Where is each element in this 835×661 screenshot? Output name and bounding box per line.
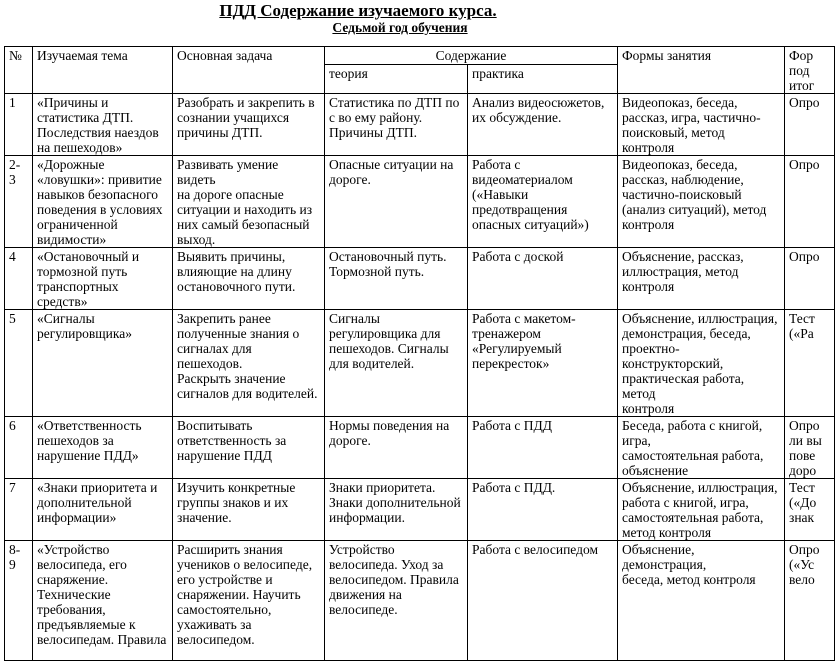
table-row (5, 310, 835, 417)
cell-num: 7 (5, 479, 33, 541)
cell-topic: «Причины и статистика ДТП. Последствия наездов на пешеходов» (33, 94, 173, 156)
cell-theory: Знаки приоритета. Знаки дополнительной информации. (325, 479, 468, 541)
header-control: Фор под итог (785, 47, 835, 94)
cell-theory: Опасные ситуации на дороге. (325, 156, 468, 248)
cell-num: 6 (5, 417, 33, 479)
cell-control: Опро («Ус вело (785, 541, 835, 661)
cell-practice: Анализ видеосюжетов, их обсуждение. (468, 94, 618, 156)
header-num: № (5, 47, 33, 94)
cell-practice: Работа с видеоматериалом («Навыки предотвращения опасных ситуаций») (468, 156, 618, 248)
cell-control: Опро (785, 94, 835, 156)
header-theory: теория (325, 64, 468, 93)
cell-forms: Видеопоказ, беседа, рассказ, наблюдение, частично-поисковый (анализ ситуаций), метод контроля (618, 156, 785, 248)
cell-control: Опро (785, 156, 835, 248)
header-task: Основная задача (173, 47, 325, 94)
cell-topic: «Устройство велосипеда, его снаряжение. Технические требования, предъявляемые к велосипедам. Правила (33, 541, 173, 661)
cell-num: 2- 3 (5, 156, 33, 248)
page-title: ПДД Содержание изучаемого курса. (219, 1, 497, 20)
cell-task: Выявить причины, влияющие на длину остановочного пути. (173, 248, 325, 310)
header-practice: практика (468, 64, 618, 93)
cell-theory: Нормы поведения на дороге. (325, 417, 468, 479)
cell-control: Опро ли вы пове доро (785, 417, 835, 479)
table-row (5, 479, 835, 541)
table-row (5, 156, 835, 248)
cell-practice: Работа с велосипедом (468, 541, 618, 661)
cell-practice: Работа с макетом- тренажером «Регулируемый перекресток» (468, 310, 618, 417)
cell-practice: Работа с доской (468, 248, 618, 310)
cell-task: Развивать умение видеть на дороге опасные ситуации и находить из них самый безопасный выход. (173, 156, 325, 248)
cell-control: Тест («Ра (785, 310, 835, 417)
cell-task: Воспитывать ответственность за нарушение ПДД (173, 417, 325, 479)
cell-theory: Статистика по ДТП по с во ему району. Причины ДТП. (325, 94, 468, 156)
cell-forms: Видеопоказ, беседа, рассказ, игра, частично- поисковый, метод контроля (618, 94, 785, 156)
cell-topic: «Дорожные «ловушки»: привитие навыков безопасного поведения в условиях ограниченной видимости» (33, 156, 173, 248)
cell-forms: Беседа, работа с книгой, игра, самостоятельная работа, объяснение (618, 417, 785, 479)
cell-num: 1 (5, 94, 33, 156)
cell-forms: Объяснение, иллюстрация, демонстрация, беседа, проектно-конструкторский, практическая работа, метод контроля (618, 310, 785, 417)
cell-num: 5 (5, 310, 33, 417)
table-header-row (5, 47, 835, 65)
cell-topic: «Ответственность пешеходов за нарушение ПДД» (33, 417, 173, 479)
cell-task: Разобрать и закрепить в сознании учащихся причины ДТП. (173, 94, 325, 156)
cell-task: Закрепить ранее полученные знания о сигналах для пешеходов. Раскрыть значение сигналов для водителей. (173, 310, 325, 417)
cell-topic: «Остановочный и тормозной путь транспортных средств» (33, 248, 173, 310)
cell-control: Тест («До знак (785, 479, 835, 541)
cell-num: 4 (5, 248, 33, 310)
table-row (5, 417, 835, 479)
cell-practice: Работа с ПДД. (468, 479, 618, 541)
cell-task: Изучить конкретные группы знаков и их значение. (173, 479, 325, 541)
table-row (5, 94, 835, 156)
table-row (5, 248, 835, 310)
cell-forms: Объяснение, демонстрация, беседа, метод контроля (618, 541, 785, 661)
cell-topic: «Сигналы регулировщика» (33, 310, 173, 417)
cell-practice: Работа с ПДД (468, 417, 618, 479)
header-topic: Изучаемая тема (33, 47, 173, 94)
header-forms: Формы занятия (618, 47, 785, 94)
cell-theory: Устройство велосипеда. Уход за велосипедом. Правила движения на велосипеде. (325, 541, 468, 661)
header-content: Содержание (325, 47, 618, 65)
cell-theory: Остановочный путь. Тормозной путь. (325, 248, 468, 310)
cell-task: Расширить знания учеников о велосипеде, его устройстве и снаряжении. Научить самостоятельно, ухаживать за велосипедом. (173, 541, 325, 661)
cell-control: Опро (785, 248, 835, 310)
curriculum-table (4, 46, 835, 661)
cell-theory: Сигналы регулировщика для пешеходов. Сигналы для водителей. (325, 310, 468, 417)
cell-num: 8- 9 (5, 541, 33, 661)
cell-topic: «Знаки приоритета и дополнительной информации» (33, 479, 173, 541)
page-subtitle: Седьмой год обучения (332, 20, 468, 35)
cell-forms: Объяснение, рассказ, иллюстрация, метод контроля (618, 248, 785, 310)
cell-forms: Объяснение, иллюстрация, работа с книгой, игра, самостоятельная работа, метод контроля (618, 479, 785, 541)
table-row (5, 541, 835, 661)
